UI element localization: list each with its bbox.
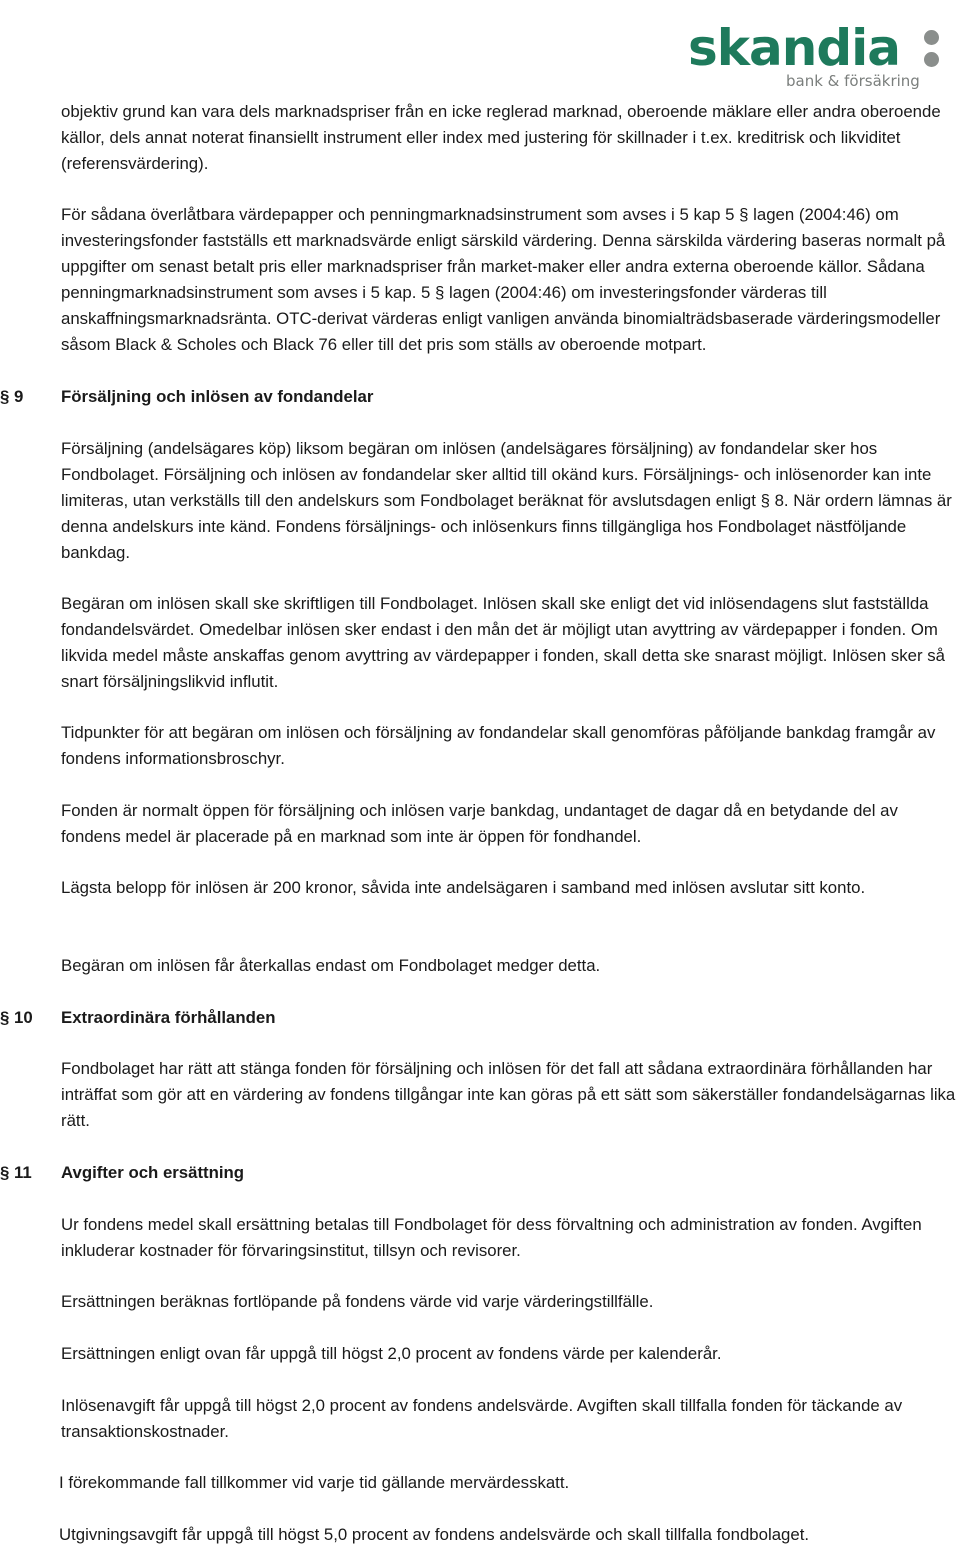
logo-tagline: bank & försäkring [786,72,920,90]
section-number: § 10 [0,1008,33,1027]
intro-paragraph-2: För sådana överlåtbara värdepapper och penningmarknadsinstrument som avses i 5 kap 5 § lagen (2004:46) om investeringsfonder fastställs ett marknadsvärde enligt särskild värdering. Denna särskilda värdering baseras normalt på uppgifter om senast betalt pris eller marknadspriser från market-maker eller andra externa oberoende källor. Sådana penningmarknadsinstrument som avses i 5 kap. 5 § lagen (2004:46) om investeringsfonder värderas till anskaffningsmarknadsränta. OTC-derivat värderas enligt vanligen använda binomialträdsbaserade värderingsmodeller såsom Black & Scholes och Black 76 eller till det pris som ställs av oberoende motpart. [61,205,946,354]
skandia-logo [688,20,950,92]
section-11-paragraph-3: Ersättningen enligt ovan får uppgå till högst 2,0 procent av fondens värde per kalenderår. [61,1344,722,1363]
section-11-paragraph-6: Utgivningsavgift får uppgå till högst 5,0 procent av fondens andelsvärde och skall tillfalla fondbolaget. [59,1525,810,1544]
section-11-paragraph-1: Ur fondens medel skall ersättning betalas till Fondbolaget för dess förvaltning och administration av fonden. Avgiften inkluderar kostnader för förvaringsinstitut, tillsyn och revisorer. [61,1215,922,1260]
logo-brand: skandia [688,19,901,77]
section-title: Försäljning och inlösen av fondandelar [61,387,374,406]
section-9-paragraph-1: Försäljning (andelsägares köp) liksom begäran om inlösen (andelsägares försäljning) av fondandelar sker hos Fondbolaget. Försäljning och inlösen av fondandelar sker alltid till okänd kurs. Försäljnings- och inlösenorder kan inte limiteras, utan verkställs till den andelskurs som Fondbolaget beräknat för avslutsdagen enligt § 8. När ordern lämnas är denna andelskurs inte känd. Fondens försäljnings- och inlösenkurs finns tillgängliga hos Fondbolaget nästföljande bankdag. [61,439,952,562]
section-9-paragraph-4: Fonden är normalt öppen för försäljning och inlösen varje bankdag, undantaget de dagar då en betydande del av fondens medel är placerade på en marknad som inte är öppen för fondhandel. [61,801,898,846]
section-9-paragraph-2: Begäran om inlösen skall ske skriftligen till Fondbolaget. Inlösen skall ske enligt det vid inlösendagens slut fastställda fondandelsvärdet. Omedelbar inlösen sker endast i den mån det är möjligt utan avyttring av värdepapper i fonden. Om likvida medel måste anskaffas genom avyttring av värdepapper i fonden, skall detta ske snarast möjligt. Inlösen sker så snart försäljningslikvid influtit. [61,594,945,691]
logo-dots-icon [924,30,944,70]
intro-paragraph-1: objektiv grund kan vara dels marknadspriser från en icke reglerad marknad, oberoende mäklare eller andra oberoende källor, dels annat noterat finansiellt instrument eller index med justering för skillnader i t.ex. kreditrisk och likviditet (referensvärdering). [61,102,941,173]
section-9-paragraph-6: Begäran om inlösen får återkallas endast om Fondbolaget medger detta. [61,956,601,975]
section-11-paragraph-2: Ersättningen beräknas fortlöpande på fondens värde vid varje värderingstillfälle. [61,1292,654,1311]
section-11-paragraph-5: I förekommande fall tillkommer vid varje tid gällande mervärdesskatt. [59,1473,570,1492]
section-title: Avgifter och ersättning [61,1163,245,1182]
section-number: § 11 [0,1163,32,1182]
section-9-paragraph-5: Lägsta belopp för inlösen är 200 kronor, såvida inte andelsägaren i samband med inlösen avslutar sitt konto. [61,878,866,897]
section-title: Extraordinära förhållanden [61,1008,276,1027]
section-number: § 9 [0,387,24,406]
section-9-paragraph-3: Tidpunkter för att begäran om inlösen och försäljning av fondandelar skall genomföras påföljande bankdag framgår av fondens informationsbroschyr. [61,723,936,768]
section-10-paragraph-1: Fondbolaget har rätt att stänga fonden för försäljning och inlösen för det fall att sådana extraordinära förhållanden har inträffat som gör att en värdering av fondens tillgångar inte kan göras på ett sätt som säkerställer fondandelsägarnas lika rätt. [61,1059,956,1130]
section-11-paragraph-4: Inlösenavgift får uppgå till högst 2,0 procent av fondens andelsvärde. Avgiften skall tillfalla fonden för täckande av transaktionskostnader. [61,1396,903,1441]
